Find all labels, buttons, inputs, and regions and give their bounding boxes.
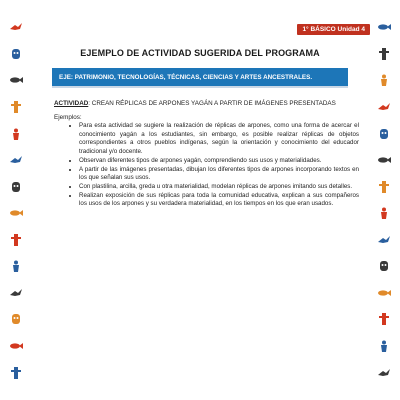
activity-label: ACTIVIDAD [54,100,89,107]
fish-icon [377,287,391,299]
axis-banner-underline [52,86,348,88]
fish-icon [9,74,23,86]
right-decorative-border [371,0,397,400]
bird-icon [9,154,23,166]
figure-icon [9,128,23,140]
mask-icon [377,128,391,140]
grade-unit-badge: 1° BÁSICO Unidad 4 [297,24,370,35]
page-title: EJEMPLO DE ACTIVIDAD SUGERIDA DEL PROGRAMA [80,48,320,58]
examples-label: Ejemplos: [54,114,82,121]
mask-icon [9,313,23,325]
figure-icon [377,207,391,219]
figure-icon [9,260,23,272]
bird-icon [377,101,391,113]
totem-icon [9,101,23,113]
totem-icon [9,367,23,379]
totem-icon [377,181,391,193]
bird-icon [9,287,23,299]
list-item: • Observan diferentes tipos de arpones yagán, comprendiendo sus usos y materialidades. [79,157,359,166]
list-item: • Realizan exposición de sus réplicas para toda la comunidad educativa, explican a sus compañeros los usos de los arpones y su verdadera materialidad, en los tiempos en los que eran usados. [79,192,359,209]
examples-list [66,122,359,209]
fish-icon [9,340,23,352]
fish-icon [9,207,23,219]
list-item: • Con plastilina, arcilla, greda u otra materialidad, modelan réplicas de arpones imitando sus detalles. [79,183,359,192]
bird-icon [9,21,23,33]
fish-icon [377,21,391,33]
figure-icon [377,340,391,352]
bird-icon [377,367,391,379]
list-item: • A partir de las imágenes presentadas, dibujan los diferentes tipos de arpones incorporando textos en los que señalan sus usos. [79,166,359,183]
totem-icon [377,313,391,325]
activity-heading [54,100,346,107]
figure-icon [377,74,391,86]
mask-icon [9,181,23,193]
fish-icon [377,154,391,166]
list-item: • Para esta actividad se sugiere la realización de réplicas de arpones, como una forma de acercar el conocimiento yagán a los estudiantes, sin embargo, es posible realizar réplicas de objetos correspondientes a otros pueblos indígenas, según la orientación y conocimiento del educador tradicional y/o docente. [79,122,359,157]
axis-banner-text: EJE: PATRIMONIO, TECNOLOGÍAS, TÉCNICAS, CIENCIAS Y ARTES ANCESTRALES. [59,73,313,81]
mask-icon [377,260,391,272]
left-decorative-border [3,0,29,400]
bird-icon [377,234,391,246]
axis-banner [52,68,348,86]
totem-icon [9,234,23,246]
activity-title: : CREAN RÉPLICAS DE ARPONES YAGÁN A PARTIR DE IMÁGENES PRESENTADAS [88,100,336,107]
